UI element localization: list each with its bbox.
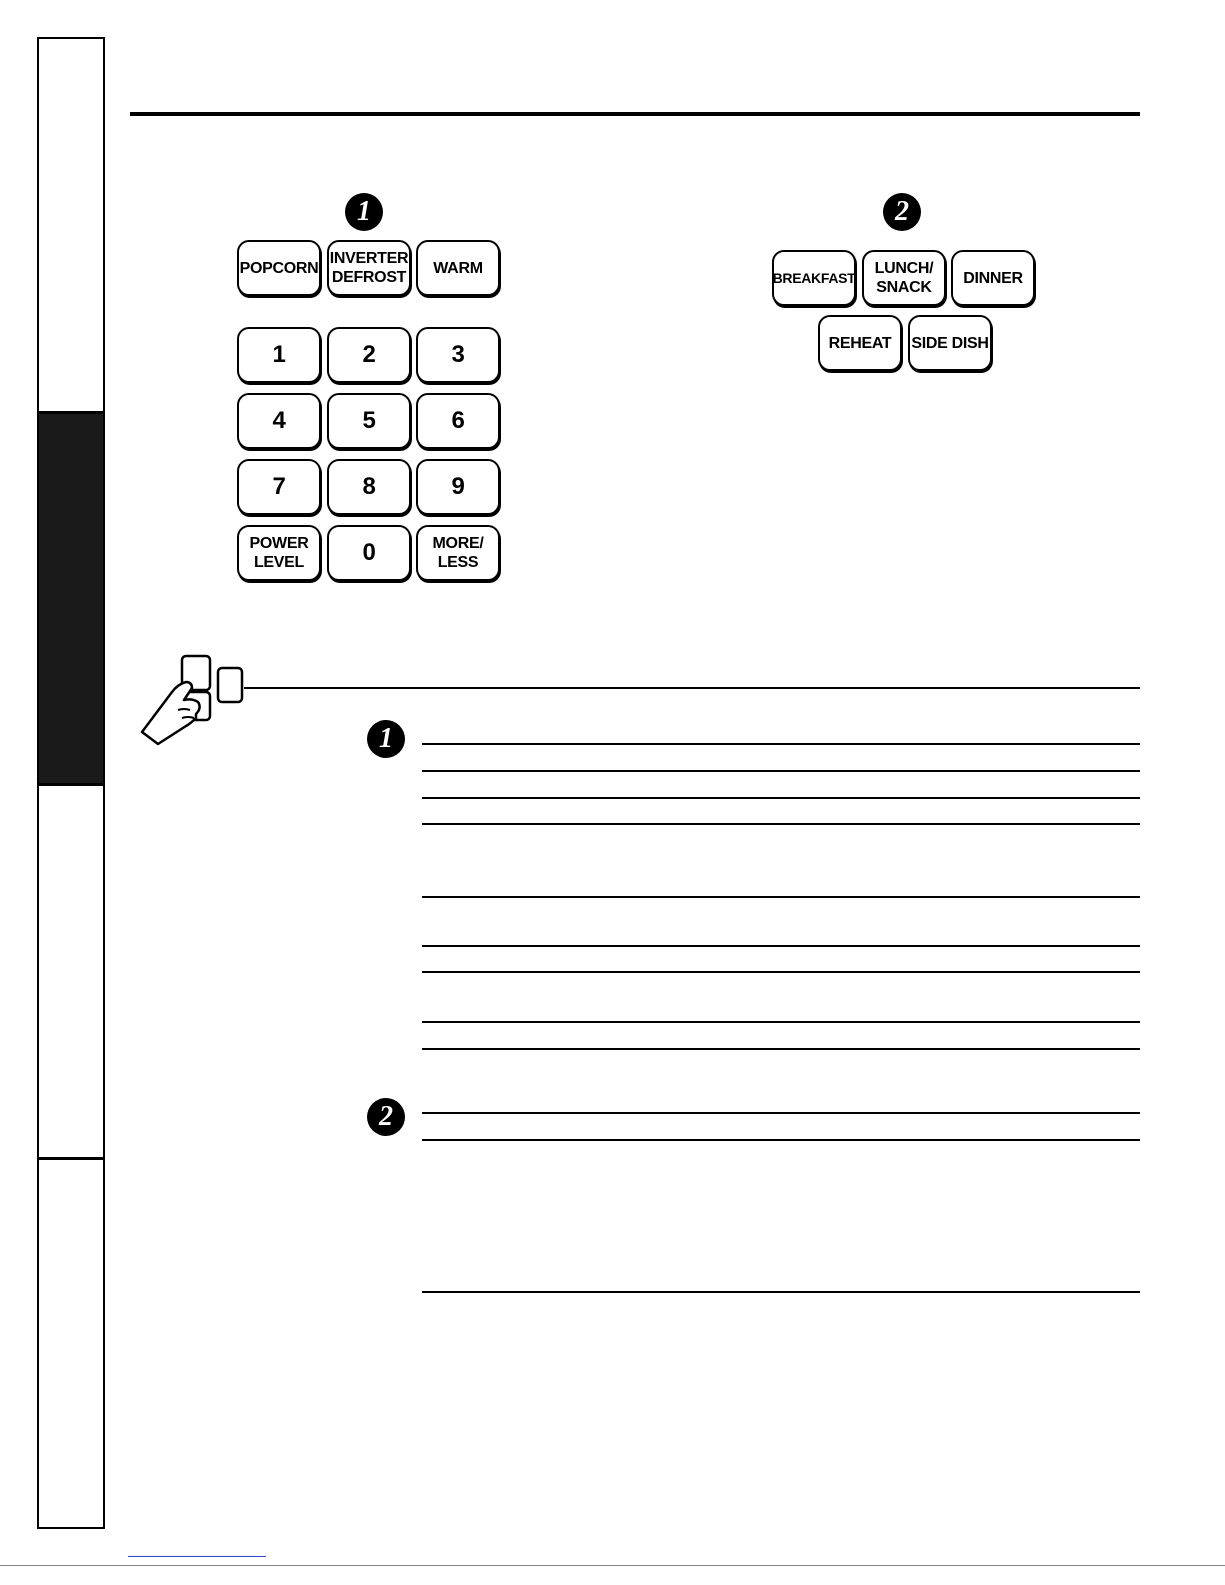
- digit-9-key[interactable]: 9: [416, 459, 500, 515]
- list-rule: [422, 743, 1140, 745]
- list-rule: [422, 945, 1140, 947]
- lunch-snack-key[interactable]: LUNCH/ SNACK: [862, 250, 946, 306]
- side-dish-key[interactable]: SIDE DISH: [908, 315, 992, 371]
- digit-5-key[interactable]: 5: [327, 393, 411, 449]
- list-rule: [422, 1291, 1140, 1293]
- section-tab-3[interactable]: [39, 786, 103, 1160]
- list-rule: [422, 823, 1140, 825]
- digit-1-key[interactable]: 1: [237, 327, 321, 383]
- inverter-defrost-key[interactable]: INVERTER DEFROST: [327, 240, 411, 296]
- callout-badge-2: 2: [883, 193, 921, 231]
- section-tab-1[interactable]: [39, 39, 103, 411]
- list-rule: [422, 770, 1140, 772]
- reheat-key[interactable]: REHEAT: [818, 315, 902, 371]
- list-rule: [422, 1048, 1140, 1050]
- list-rule: [422, 1021, 1140, 1023]
- finger-pressing-button-icon: [138, 652, 248, 748]
- digit-7-key[interactable]: 7: [237, 459, 321, 515]
- list-badge-1: 1: [367, 720, 405, 758]
- list-rule: [422, 1139, 1140, 1141]
- list-rule: [422, 1112, 1140, 1114]
- digit-4-key[interactable]: 4: [237, 393, 321, 449]
- power-level-key[interactable]: POWER LEVEL: [237, 525, 321, 581]
- section-tabs: [37, 37, 105, 1529]
- digit-0-key[interactable]: 0: [327, 525, 411, 581]
- section-tab-active[interactable]: [39, 411, 103, 786]
- list-badge-2: 2: [367, 1098, 405, 1136]
- footer-link-underline[interactable]: [128, 1556, 266, 1557]
- digit-3-key[interactable]: 3: [416, 327, 500, 383]
- header-rule: [130, 112, 1140, 116]
- popcorn-key[interactable]: POPCORN: [237, 240, 321, 296]
- digit-6-key[interactable]: 6: [416, 393, 500, 449]
- section-connector-rule: [244, 687, 1140, 689]
- more-less-key[interactable]: MORE/ LESS: [416, 525, 500, 581]
- digit-2-key[interactable]: 2: [327, 327, 411, 383]
- list-rule: [422, 797, 1140, 799]
- warm-key[interactable]: WARM: [416, 240, 500, 296]
- list-rule: [422, 896, 1140, 898]
- list-rule: [422, 971, 1140, 973]
- page-bottom-rule: [0, 1565, 1225, 1566]
- dinner-key[interactable]: DINNER: [951, 250, 1035, 306]
- digit-8-key[interactable]: 8: [327, 459, 411, 515]
- section-tab-4[interactable]: [39, 1160, 103, 1531]
- breakfast-key[interactable]: BREAKFAST: [772, 250, 856, 306]
- callout-badge-1: 1: [345, 193, 383, 231]
